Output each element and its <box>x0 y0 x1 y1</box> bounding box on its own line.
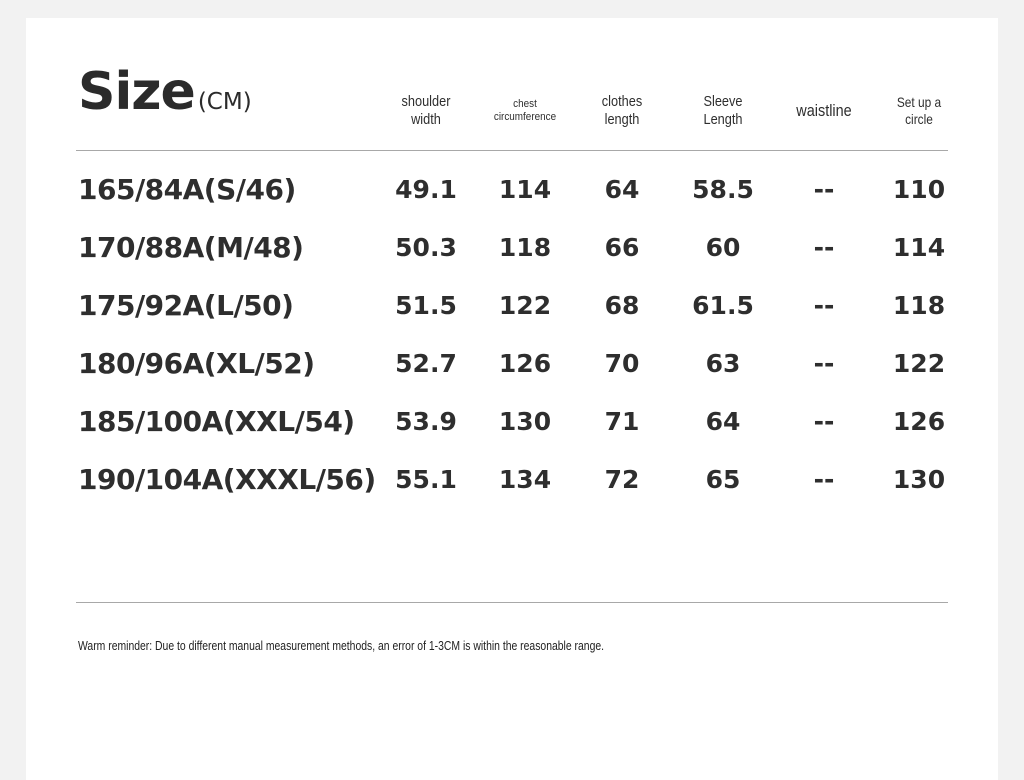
header-line: Sleeve <box>703 93 743 110</box>
header-clothes-length <box>592 86 652 136</box>
set-up-circle-value: 126 <box>892 407 946 436</box>
set-up-circle-value: 122 <box>892 349 946 378</box>
title-main: Size <box>78 62 195 122</box>
clothes-length-value: 64 <box>604 175 640 204</box>
clothes-length-value: 71 <box>604 407 640 436</box>
header-line: circle <box>905 111 933 127</box>
size-table-body <box>0 166 1024 514</box>
sleeve-length-value: 64 <box>705 407 741 436</box>
table-row <box>0 224 1024 282</box>
clothes-length-value: 72 <box>604 465 640 494</box>
shoulder-width-value: 50.3 <box>395 233 457 262</box>
header-sleeve-length <box>693 86 753 136</box>
table-row <box>0 282 1024 340</box>
shoulder-width-value: 53.9 <box>395 407 457 436</box>
waistline-value: -- <box>813 349 835 378</box>
waistline-value: -- <box>813 233 835 262</box>
header-line: Length <box>703 111 743 128</box>
sleeve-length-value: 65 <box>705 465 741 494</box>
table-row <box>0 166 1024 224</box>
chest-value: 134 <box>498 465 552 494</box>
header-line: length <box>604 111 640 128</box>
table-row <box>0 456 1024 514</box>
footer-divider <box>76 602 948 603</box>
shoulder-width-value: 52.7 <box>395 349 457 378</box>
chest-value: 126 <box>498 349 552 378</box>
size-label: 165/84A(S/46) <box>78 173 296 206</box>
size-chart-title <box>78 62 252 122</box>
header-divider <box>76 150 948 151</box>
sleeve-length-value: 61.5 <box>692 291 754 320</box>
header-line: chest <box>513 97 537 110</box>
size-label: 190/104A(XXXL/56) <box>78 463 376 496</box>
set-up-circle-value: 118 <box>892 291 946 320</box>
shoulder-width-value: 51.5 <box>395 291 457 320</box>
clothes-length-value: 66 <box>604 233 640 262</box>
clothes-length-value: 68 <box>604 291 640 320</box>
waistline-value: -- <box>813 291 835 320</box>
header-shoulder-width <box>392 86 460 136</box>
size-label: 185/100A(XXL/54) <box>78 405 355 438</box>
waistline-value: -- <box>813 175 835 204</box>
header-set-up-circle <box>889 86 949 136</box>
shoulder-width-value: 49.1 <box>395 175 457 204</box>
chest-value: 130 <box>498 407 552 436</box>
chest-value: 114 <box>498 175 552 204</box>
set-up-circle-value: 130 <box>892 465 946 494</box>
shoulder-width-value: 55.1 <box>395 465 457 494</box>
header-line: circumference <box>493 111 557 123</box>
sleeve-length-value: 58.5 <box>692 175 754 204</box>
size-label: 170/88A(M/48) <box>78 231 304 264</box>
header-waistline <box>786 86 863 136</box>
table-row <box>0 398 1024 456</box>
waistline-value: -- <box>813 465 835 494</box>
header-line: shoulder <box>401 93 451 110</box>
sleeve-length-value: 63 <box>705 349 741 378</box>
set-up-circle-value: 110 <box>892 175 946 204</box>
header-line: width <box>411 111 441 128</box>
header-chest-circumference <box>485 86 566 136</box>
size-label: 175/92A(L/50) <box>78 289 294 322</box>
header-line: clothes <box>601 93 643 110</box>
chest-value: 122 <box>498 291 552 320</box>
header-line: Set up a <box>896 94 942 111</box>
measurement-note: Warm reminder: Due to different manual measurement methods, an error of 1-3CM is within the reasonable range. <box>78 638 605 653</box>
size-label: 180/96A(XL/52) <box>78 347 315 380</box>
waistline-value: -- <box>813 407 835 436</box>
chest-value: 118 <box>498 233 552 262</box>
table-row <box>0 340 1024 398</box>
clothes-length-value: 70 <box>604 349 640 378</box>
header-line: waistline <box>796 100 852 120</box>
set-up-circle-value: 114 <box>892 233 946 262</box>
title-unit: (CM) <box>197 89 252 115</box>
sleeve-length-value: 60 <box>705 233 741 262</box>
